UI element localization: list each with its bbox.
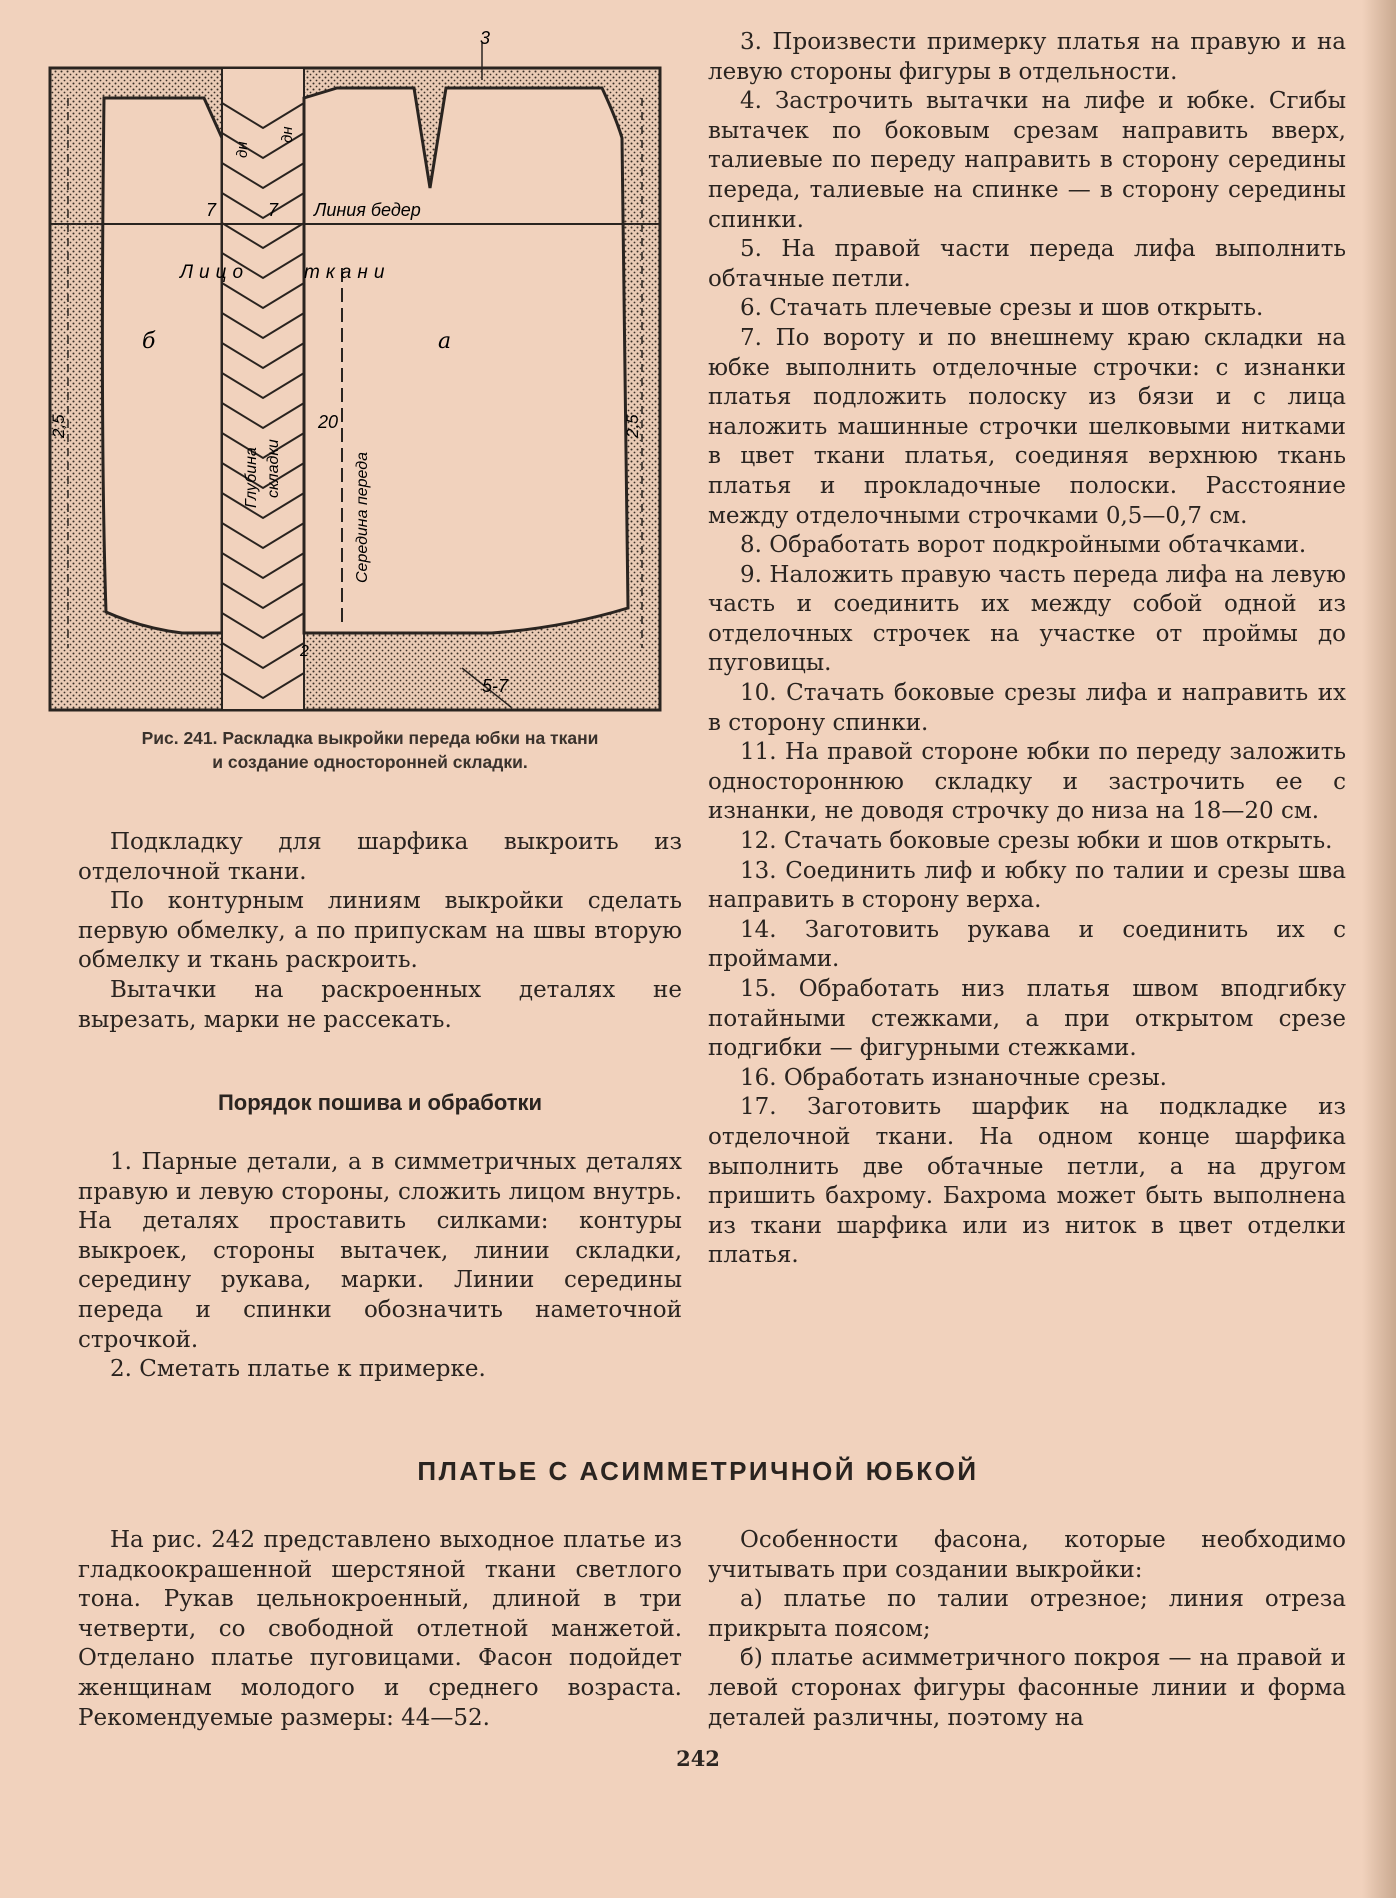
step-2: 2. Сметать платье к примерке.	[110, 1356, 486, 1383]
label-pleat-depth-1: Глубина	[243, 447, 260, 508]
step-5: 5. На правой части переда лифа выполнить обтачные петли.	[708, 236, 1346, 292]
step-15: 15. Обработать низ платья швом вподгибку потайными стежками, а при открытом срезе подгибки — фигурными стежками.	[708, 976, 1346, 1062]
label-mark-20: 20	[318, 412, 339, 432]
caption-line-1: Рис. 241. Раскладка выкройки переда юбки на ткани	[141, 728, 599, 748]
step-9: 9. Наложить правую часть переда лифа на левую часть и соединить их между собой одной из отделочных строчек на участке от проймы до пуговицы.	[708, 561, 1346, 677]
left-column-bottom	[78, 1526, 682, 1733]
label-allowance-right: 2,5	[623, 414, 642, 438]
step-4: 4. Застрочить вытачки на лифе и юбке. Сгибы вытачек по боковым срезам направить вверх, талиевые по переду направить в сторону середины переда, талиевые на спинке — в сторону середины спинки.	[708, 88, 1346, 233]
label-dimension-bottom: 5-7	[482, 676, 509, 696]
left-column-top	[78, 828, 682, 1035]
paragraph: По контурным линиям выкройки сделать первую обмелку, а по припускам на швы вторую обмелку и ткань раскроить.	[78, 888, 682, 974]
paragraph: На рис. 242 представлено выходное платье из гладкоокрашенной шерстяной ткани светлого тона. Рукав цельнокроенный, длиной в три четверти, со свободной отлетной манжетой. Отделано платье пуговицами. Фасон подойдет женщинам молодого и среднего возраста. Рекомендуемые размеры: 44—52.	[78, 1527, 682, 1731]
label-allowance-left: 2,5	[49, 414, 68, 438]
paragraph: Вытачки на раскроенных деталях не вырезать, марки не рассекать.	[78, 976, 682, 1033]
caption-line-2: и создание односторонней складки.	[212, 752, 528, 772]
step-6: 6. Стачать плечевые срезы и шов открыть.	[740, 295, 1264, 322]
pattern-piece-b	[102, 98, 222, 633]
label-dart-right: дн	[279, 126, 296, 143]
paragraph: Подкладку для шарфика выкроить из отделочной ткани.	[78, 829, 682, 885]
paragraph: а) платье по талии отрезное; линия отреза прикрыта поясом;	[708, 1586, 1346, 1642]
pleat-strip	[222, 68, 304, 710]
step-14: 14. Заготовить рукава и соединить их с проймами.	[708, 916, 1346, 973]
page-number: 242	[676, 1746, 720, 1771]
label-hip-line: Линия бедер	[314, 200, 421, 220]
step-16: 16. Обработать изнаночные срезы.	[740, 1064, 1167, 1091]
right-column-bottom	[708, 1526, 1346, 1733]
step-12: 12. Стачать боковые срезы юбки и шов открыть.	[740, 828, 1333, 855]
label-dart-left: дн	[234, 141, 251, 158]
figure-241	[42, 28, 682, 718]
step-10: 10. Стачать боковые срезы лифа и направить их в сторону спинки.	[708, 680, 1346, 736]
label-dimension-top: 3	[480, 28, 491, 48]
label-front-center: Середина переда	[354, 451, 371, 583]
paragraph: б) платье асимметричного покроя — на правой и левой сторонах фигуры фасонные линии и форма деталей различны, поэтому на	[708, 1645, 1346, 1731]
paragraph: Особенности фасона, которые необходимо учитывать при создании выкройки:	[708, 1527, 1346, 1583]
pattern-piece-a	[304, 88, 628, 633]
label-mark-7a: 7	[206, 200, 217, 220]
subheading: Порядок пошива и обработки	[217, 1090, 543, 1115]
section-title: ПЛАТЬЕ С АСИММЕТРИЧНОЙ ЮБКОЙ	[417, 1456, 979, 1486]
label-face-1: Лицо	[180, 262, 250, 283]
page-edge-shadow	[1362, 0, 1396, 1898]
label-pleat-depth-2: складки	[265, 439, 282, 498]
step-8: 8. Обработать ворот подкройными обтачками.	[740, 532, 1307, 559]
label-mark-2: 2	[300, 643, 309, 660]
step-13: 13. Соединить лиф и юбку по талии и срезы шва направить в сторону верха.	[708, 857, 1346, 914]
steps-right-column	[708, 28, 1346, 1271]
step-7: 7. По вороту и по внешнему краю складки на юбке выполнить отделочные строчки: с изнанки платья подложить полоску из бязи и с лица наложить машинные строчки шелковыми нитками в цвет ткани платья, соединяя верхнюю ткань платья и прокладочные полоски. Расстояние между отделочными строчками 0,5—0,7 см.	[708, 324, 1346, 529]
step-11: 11. На правой стороне юбки по переду заложить одностороннюю складку и застрочить ее с изнанки, не доводя строчку до низа на 18—20 см.	[708, 739, 1346, 825]
label-piece-a: а	[438, 329, 452, 354]
label-face-2: ткани	[304, 262, 391, 283]
step-1: 1. Парные детали, а в симметричных деталях правую и левую стороны, сложить лицом внутрь. На деталях проставить силками: контуры выкроек, стороны вытачек, линии складки, середину рукава, марки. Линии середины переда и спинки обозначить наметочной строчкой.	[78, 1149, 682, 1353]
label-mark-7b: 7	[268, 200, 279, 220]
label-piece-b: б	[142, 329, 156, 354]
figure-caption	[60, 726, 680, 774]
steps-left-column	[78, 1148, 682, 1385]
step-3: 3. Произвести примерку платья на правую и на левую стороны фигуры в отдельности.	[708, 29, 1346, 85]
step-17: 17. Заготовить шарфик на подкладке из отделочной ткани. На одном конце шарфика выполнить две обтачные петли, а на другом пришить бахрому. Бахрома может быть выполнена из ткани шарфика или из ниток в цвет отделки платья.	[708, 1094, 1346, 1269]
